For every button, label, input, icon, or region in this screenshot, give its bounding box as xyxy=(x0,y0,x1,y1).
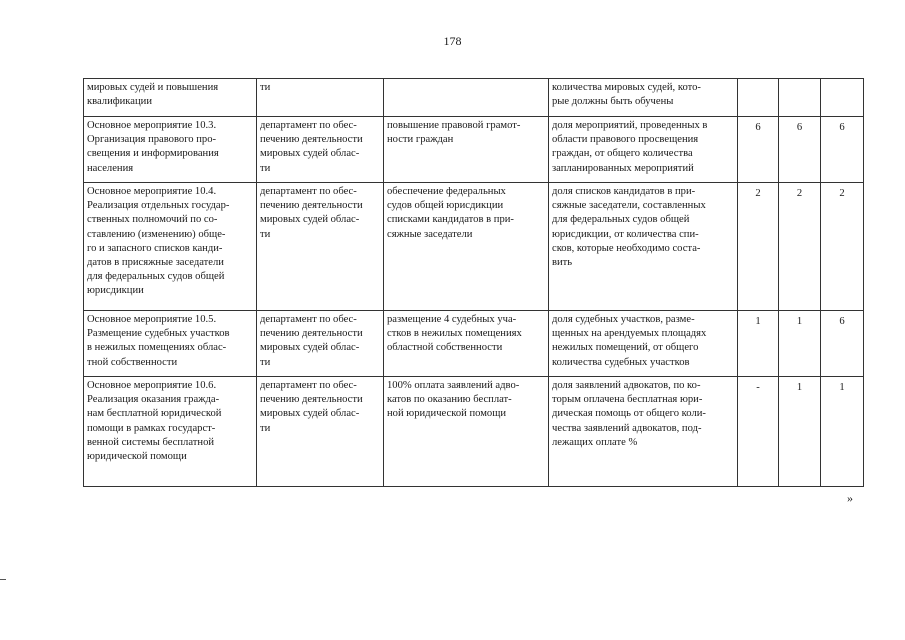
result-cell: 100% оплата заявлений адво- катов по оказанию бесплат- ной юридической помощи xyxy=(384,377,549,487)
table-row xyxy=(84,117,864,183)
table-row xyxy=(84,183,864,311)
value-cell-1 xyxy=(738,79,779,117)
value-cell-1: 2 xyxy=(738,183,779,311)
event-cell: Основное мероприятие 10.5. Размещение судебных участков в нежилых помещениях облас- тной собственности xyxy=(84,311,257,377)
event-cell: мировых судей и повышения квалификации xyxy=(84,79,257,117)
value-cell-2: 6 xyxy=(779,117,821,183)
value-cell-3: 6 xyxy=(821,311,864,377)
closing-quote-mark: » xyxy=(847,491,853,505)
value-cell-2 xyxy=(779,79,821,117)
event-cell: Основное мероприятие 10.4. Реализация отдельных государ- ственных полномочий по со- ставлению (изменению) обще- го и запасного списков канди- датов в присяжные заседатели для федеральных судов общей юрисдикции xyxy=(84,183,257,311)
event-cell: Основное мероприятие 10.6. Реализация оказания гражда- нам бесплатной юридической помощи в рамках государст- венной системы бесплатной юридической помощи xyxy=(84,377,257,487)
value-cell-3 xyxy=(821,79,864,117)
result-cell xyxy=(384,79,549,117)
indicator-cell: доля заявлений адвокатов, по ко- торым оплачена бесплатная юри- дическая помощь от общего коли- чества заявлений адвокатов, под- лежащих оплате % xyxy=(549,377,738,487)
value-cell-2: 2 xyxy=(779,183,821,311)
indicator-cell: доля мероприятий, проведенных в области правового просвещения граждан, от общего количества запланированных мероприятий xyxy=(549,117,738,183)
value-cell-1: 1 xyxy=(738,311,779,377)
indicator-cell: количества мировых судей, кото- рые должны быть обучены xyxy=(549,79,738,117)
result-cell: обеспечение федеральных судов общей юрисдикции списками кандидатов в при- сяжные заседатели xyxy=(384,183,549,311)
table-row xyxy=(84,79,864,117)
result-cell: размещение 4 судебных уча- стков в нежилых помещениях областной собственности xyxy=(384,311,549,377)
executor-cell: департамент по обес- печению деятельности мировых судей облас- ти xyxy=(257,117,384,183)
value-cell-3: 6 xyxy=(821,117,864,183)
program-events-table xyxy=(83,78,864,487)
table-row xyxy=(84,311,864,377)
value-cell-2: 1 xyxy=(779,377,821,487)
executor-cell: департамент по обес- печению деятельности мировых судей облас- ти xyxy=(257,311,384,377)
table-row xyxy=(84,377,864,487)
executor-cell: департамент по обес- печению деятельности мировых судей облас- ти xyxy=(257,183,384,311)
executor-cell: департамент по обес- печению деятельности мировых судей облас- ти xyxy=(257,377,384,487)
page-number: 178 xyxy=(443,34,462,48)
value-cell-3: 1 xyxy=(821,377,864,487)
indicator-cell: доля списков кандидатов в при- сяжные заседатели, составленных для федеральных судов общей юрисдикции, от количества спи- сков, которые необходимо соста- вить xyxy=(549,183,738,311)
value-cell-1: 6 xyxy=(738,117,779,183)
value-cell-1: - xyxy=(738,377,779,487)
result-cell: повышение правовой грамот- ности граждан xyxy=(384,117,549,183)
margin-tick-mark xyxy=(0,579,6,580)
event-cell: Основное мероприятие 10.3. Организация правового про- свещения и информирования населения xyxy=(84,117,257,183)
value-cell-3: 2 xyxy=(821,183,864,311)
value-cell-2: 1 xyxy=(779,311,821,377)
indicator-cell: доля судебных участков, разме- щенных на арендуемых площадях нежилых помещений, от общего количества судебных участков xyxy=(549,311,738,377)
executor-cell: ти xyxy=(257,79,384,117)
